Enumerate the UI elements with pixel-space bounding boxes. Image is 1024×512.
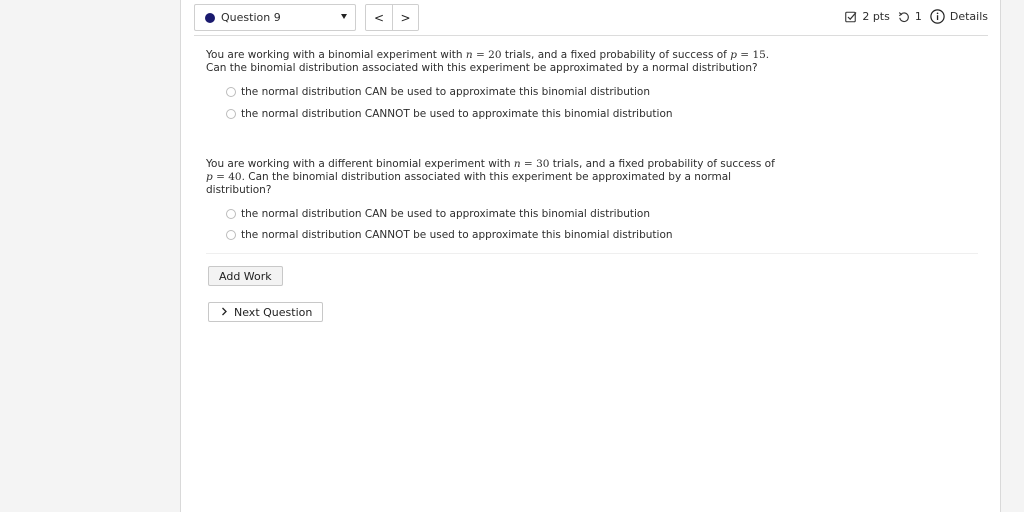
q2-text-d: distribution? — [206, 184, 272, 196]
q1-text-b: trials, and a fixed probability of success of — [501, 49, 731, 61]
next-question-button[interactable] — [208, 302, 323, 322]
q2-eq-2: = — [212, 171, 229, 183]
question-nav — [365, 4, 419, 31]
add-work-label: Add Work — [219, 269, 272, 283]
q2-n-value: 30 — [536, 158, 550, 170]
q2-option-cannot[interactable] — [226, 228, 673, 242]
option-label: the normal distribution CAN be used to approximate this binomial distribution — [241, 86, 650, 98]
info-icon[interactable] — [930, 9, 945, 24]
next-question-arrow-button[interactable] — [392, 5, 418, 30]
add-work-button[interactable] — [208, 266, 283, 286]
question-divider — [206, 253, 978, 254]
q1-n-var: n — [465, 49, 473, 61]
q2-eq-1: = — [520, 158, 537, 170]
header-divider — [194, 35, 988, 36]
q2-p-value: 40. — [228, 171, 245, 183]
radio-button[interactable] — [226, 87, 236, 97]
q2-text-a: You are working with a different binomial experiment with — [206, 158, 514, 170]
question-select[interactable] — [194, 4, 356, 31]
radio-button[interactable] — [226, 109, 236, 119]
q1-p-var: p — [730, 49, 737, 61]
q2-p-var: p — [206, 171, 213, 183]
q1-eq-2: = — [736, 49, 753, 61]
q1-eq-1: = — [472, 49, 489, 61]
retry-icon — [898, 11, 910, 23]
attempts-label: 1 — [914, 10, 922, 23]
caret-down-icon — [341, 14, 347, 19]
q1-text-a: You are working with a binomial experiment with — [206, 49, 466, 61]
radio-button[interactable] — [226, 230, 236, 240]
option-label: the normal distribution CANNOT be used to approximate this binomial distribution — [241, 108, 673, 120]
q1-option-cannot[interactable] — [226, 107, 673, 121]
q2-option-can[interactable] — [226, 207, 650, 221]
q1-text-c: Can the binomial distribution associated with this experiment be approximated by a normal distribution? — [206, 62, 758, 74]
current-question-dot — [205, 13, 215, 23]
points-label: 2 pts — [862, 10, 890, 23]
option-label: the normal distribution CANNOT be used to approximate this binomial distribution — [241, 229, 673, 241]
chevron-right-icon: > — [400, 10, 411, 25]
question-2-text — [206, 158, 786, 197]
question-page — [180, 0, 1001, 512]
q2-text-b: trials, and a fixed probability of success of — [549, 158, 775, 170]
question-1-text — [206, 49, 786, 75]
question-select-label: Question 9 — [221, 11, 281, 24]
next-question-label: Next Question — [234, 305, 313, 319]
option-label: the normal distribution CAN be used to approximate this binomial distribution — [241, 208, 650, 220]
chevron-right-icon — [221, 306, 228, 319]
details-link[interactable]: Details — [949, 10, 988, 23]
question-meta — [845, 9, 988, 24]
checkbox-icon — [845, 11, 857, 23]
chevron-left-icon: < — [373, 10, 385, 25]
q1-option-can[interactable] — [226, 85, 650, 99]
q1-n-value: 20 — [488, 49, 502, 61]
radio-button[interactable] — [226, 209, 236, 219]
q1-p-value: 15. — [752, 49, 770, 61]
prev-question-button[interactable] — [366, 5, 392, 30]
q2-text-c: Can the binomial distribution associated with this experiment be approximated by a normal — [244, 171, 732, 183]
q2-n-var: n — [513, 158, 521, 170]
